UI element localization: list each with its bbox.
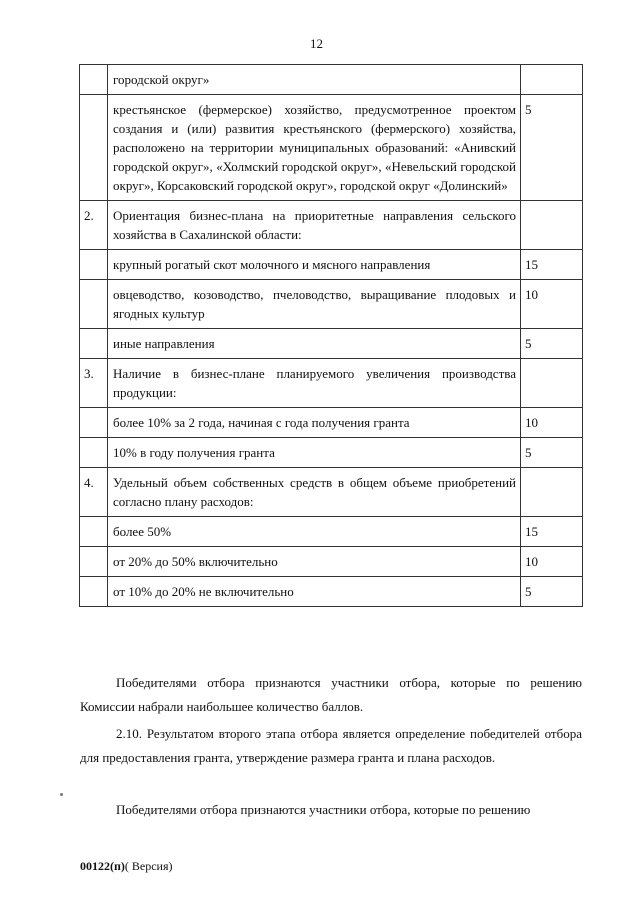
table-row: [80, 250, 583, 280]
table-row: [80, 280, 583, 329]
table-row: [80, 468, 583, 517]
document-code: [80, 859, 173, 874]
criterion-text-cell: более 10% за 2 года, начиная с года получения гранта: [108, 408, 521, 438]
table-row: [80, 359, 583, 408]
criteria-table: [79, 64, 583, 607]
criterion-text-cell: Удельный объем собственных средств в общем объеме приобретений согласно плану расходов:: [108, 468, 521, 517]
criterion-text-cell: более 50%: [108, 517, 521, 547]
criterion-text-cell: овцеводство, козоводство, пчеловодство, выращивание плодовых и ягодных культур: [108, 280, 521, 329]
points-cell: 5: [521, 577, 583, 607]
page-number: 12: [310, 36, 323, 51]
row-number-cell: [80, 408, 108, 438]
criterion-text-cell: Ориентация бизнес-плана на приоритетные направления сельского хозяйства в Сахалинской области:: [108, 201, 521, 250]
row-number-cell: [80, 547, 108, 577]
table-row: [80, 517, 583, 547]
paragraph-winners: [80, 671, 582, 719]
points-cell: 15: [521, 250, 583, 280]
row-number-cell: 2.: [80, 201, 108, 250]
criterion-text-cell: крупный рогатый скот молочного и мясного направления: [108, 250, 521, 280]
row-number-cell: [80, 280, 108, 329]
points-cell: [521, 468, 583, 517]
paragraph-text: Победителями отбора признаются участники отбора, которые по решению Комиссии набрали наибольшее количество баллов.: [80, 675, 582, 714]
criterion-text-cell: городской округ»: [108, 65, 521, 95]
row-number-cell: [80, 65, 108, 95]
criterion-text-cell: крестьянское (фермерское) хозяйство, предусмотренное проектом создания и (или) развития крестьянского (фермерского) хозяйства, расположено на территории муниципальных образований: «Анивский городской округ», «Холмский городской округ», «Невельский городской округ», Корсаковский городской округ», городской округ «Долинский»: [108, 95, 521, 201]
points-cell: 5: [521, 95, 583, 201]
points-cell: 5: [521, 438, 583, 468]
row-number-cell: [80, 329, 108, 359]
paragraph-text: Победителями отбора признаются участники отбора, которые по решению: [116, 802, 531, 817]
points-cell: 10: [521, 547, 583, 577]
table-row: [80, 95, 583, 201]
points-cell: 10: [521, 408, 583, 438]
row-number-cell: [80, 577, 108, 607]
table-row: [80, 438, 583, 468]
row-number-cell: [80, 438, 108, 468]
table-row: [80, 547, 583, 577]
scan-dot: [60, 793, 63, 796]
criterion-text-cell: от 10% до 20% не включительно: [108, 577, 521, 607]
document-version: ( Версия): [124, 859, 173, 873]
points-cell: [521, 65, 583, 95]
points-cell: [521, 359, 583, 408]
points-cell: [521, 201, 583, 250]
criterion-text-cell: от 20% до 50% включительно: [108, 547, 521, 577]
criteria-table-body: [80, 65, 583, 607]
criterion-text-cell: 10% в году получения гранта: [108, 438, 521, 468]
document-code-number: 00122(п): [80, 859, 125, 873]
paragraph-2-10: [80, 722, 582, 770]
points-cell: 15: [521, 517, 583, 547]
table-row: [80, 201, 583, 250]
row-number-cell: 3.: [80, 359, 108, 408]
row-number-cell: [80, 517, 108, 547]
paragraph-winners-continued: [80, 798, 582, 822]
table-row: [80, 408, 583, 438]
table-row: [80, 65, 583, 95]
row-number-cell: [80, 95, 108, 201]
table-row: [80, 329, 583, 359]
points-cell: 5: [521, 329, 583, 359]
row-number-cell: [80, 250, 108, 280]
criterion-text-cell: иные направления: [108, 329, 521, 359]
criterion-text-cell: Наличие в бизнес-плане планируемого увеличения производства продукции:: [108, 359, 521, 408]
paragraph-text: 2.10. Результатом второго этапа отбора является определение победителей отбора для предоставления гранта, утверждение размера гранта и плана расходов.: [80, 726, 582, 765]
table-row: [80, 577, 583, 607]
row-number-cell: 4.: [80, 468, 108, 517]
points-cell: 10: [521, 280, 583, 329]
